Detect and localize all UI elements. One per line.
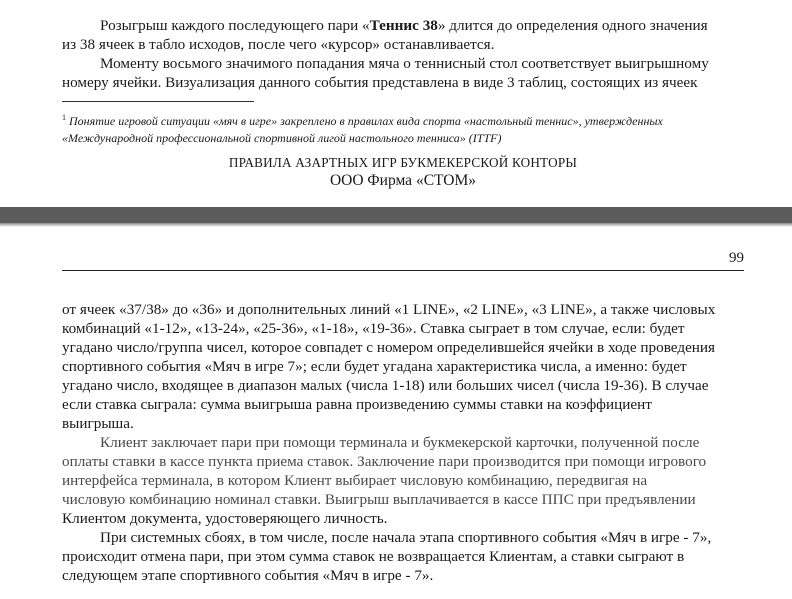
- top-page: [0, 0, 792, 207]
- text-line: интерфейса терминала, в котором Клиент выбирает числовую комбинацию, передвигая на: [62, 472, 648, 489]
- running-header-title: ПРАВИЛА АЗАРТНЫХ ИГР БУКМЕКЕРСКОЙ КОНТОРЫ: [228, 155, 578, 170]
- paragraph-system-failures: [62, 528, 744, 585]
- page-gap: [0, 207, 792, 223]
- text-line: происходит отмена пари, при этом сумма ставок не возвращается Клиентам, а ставки сыграют в: [62, 548, 685, 565]
- text-line: Розыгрыш каждого последующего пари «Теннис 38» длится до определения одного значения: [100, 17, 708, 34]
- text-line: номеру ячейки. Визуализация данного события представлена в виде 3 таблиц, состоящих из ячеек: [62, 74, 698, 91]
- footnote: [62, 109, 752, 147]
- paragraph-bet-rules: [62, 300, 744, 433]
- paragraph-visualization: [62, 54, 744, 92]
- footnote-marker: 1: [62, 113, 66, 122]
- text-line: оплаты ставки в кассе пункта приема ставок. Заключение пари производится при помощи игрового: [62, 453, 707, 470]
- header-rule: [62, 270, 744, 271]
- text-line: если ставка сыграла: сумма выигрыша равна произведению суммы ставки на коэффициент: [62, 396, 652, 413]
- footnote-line: «Международной профессиональной спортивной лигой настольного тенниса» (ITTF): [62, 131, 502, 145]
- text-line: При системных сбоях, в том числе, после начала этапа спортивного события «Мяч в игре - 7»,: [100, 529, 712, 546]
- text-line: комбинаций «1-12», «13-24», «25-36», «1-18», «19-36». Ставка сыграет в том случае, если: будет: [62, 320, 685, 337]
- running-header-company: ООО Фирма «СТОМ»: [329, 172, 477, 189]
- text-line: следующем этапе спортивного события «Мяч в игре - 7».: [62, 567, 434, 584]
- page-number: 99: [729, 250, 744, 266]
- page-gap-shadow: [0, 223, 792, 227]
- text-line: Моменту восьмого значимого попадания мяча о теннисный стол соответствует выигрышному: [100, 55, 709, 72]
- paragraph-terminal: [62, 433, 744, 528]
- footnote-line: $^1$ Понятие игровой ситуации «мяч в игре» закреплено в правилах вида спорта «настольный теннис», утвержденных: [62, 113, 663, 128]
- game-name: Теннис 38: [369, 17, 438, 34]
- text-line: Клиентом документа, удостоверяющего личность.: [62, 510, 388, 527]
- text-line: Клиент заключает пари при помощи терминала и букмекерской карточки, полученной после: [100, 434, 700, 451]
- text-line: угадано число/группа чисел, которое совпадет с номером определившейся ячейки в ходе проведения: [62, 339, 716, 356]
- text-line: от ячеек «37/38» до «36» и дополнительных линий «1 LINE», «2 LINE», «3 LINE», а также числовых: [62, 301, 716, 318]
- text-line: угадано число, входящее в диапазон малых (числа 1-18) или больших чисел (числа 19-36). В случае: [62, 377, 709, 394]
- text-line: выигрыша.: [62, 415, 134, 432]
- text-line: спортивного события «Мяч в игре 7»; если будет угадана характеристика числа, а именно: будет: [62, 358, 687, 375]
- footnote-divider: [62, 101, 254, 102]
- text-line: числовую комбинацию номинал ставки. Выигрыш выплачивается в кассе ППС при предъявлении: [62, 491, 696, 508]
- text-line: из 38 ячеек в табло исходов, после чего «курсор» останавливается.: [62, 36, 495, 53]
- paragraph-intro: [62, 16, 744, 54]
